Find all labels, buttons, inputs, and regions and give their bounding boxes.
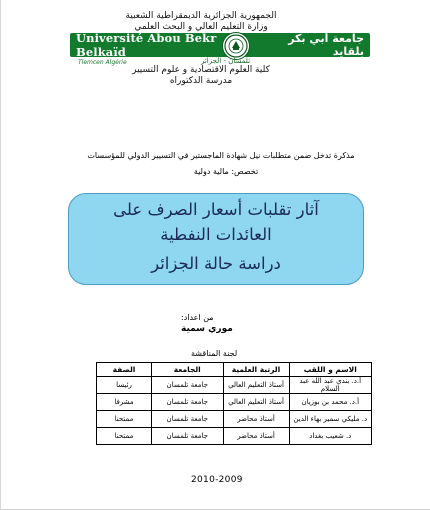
specialty-line: تخصص: مالية دولية	[193, 167, 259, 176]
university-name-fr: Université Abou Bekr Belkaïd	[76, 31, 217, 59]
jury-cell-name: د. مليكي سمير بهاء الدين	[289, 411, 372, 428]
jury-cell-rank: أستاذ محاضر	[223, 411, 289, 428]
republic-heading: الجمهورية الجزائرية الديمقراطية الشعبية	[125, 11, 277, 21]
jury-table	[96, 362, 372, 445]
memo-statement: مذكرة تدخل ضمن متطلبات نيل شهادة الماجستير في التسيير الدولي للمؤسسات	[87, 151, 355, 160]
jury-cell-university: جامعة تلمسان	[152, 377, 224, 394]
thesis-title-line2: العائدات النفطية	[160, 225, 272, 244]
table-row	[97, 428, 372, 445]
jury-header-university: الجامعة	[152, 363, 224, 377]
school-heading: مدرسة الدكتوراه	[169, 76, 233, 86]
jury-cell-university: جامعة تلمسان	[152, 428, 224, 445]
ministry-heading: وزارة التعليم العالي و البحث العلمي	[134, 22, 268, 32]
jury-header-rank: الرتبة العلمية	[223, 363, 289, 377]
table-row	[97, 394, 372, 411]
jury-cell-role: ممتحنا	[97, 428, 152, 445]
university-name-ar: جامعة أبي بكر بلقايد	[288, 32, 364, 58]
thesis-title-box	[68, 193, 364, 285]
jury-cell-university: جامعة تلمسان	[152, 394, 224, 411]
jury-cell-role: مشرفا	[97, 394, 152, 411]
jury-cell-rank: أستاذ محاضر	[223, 428, 289, 445]
jury-label: لجنة المناقشة	[191, 349, 238, 358]
thesis-title-line3: دراسة حالة الجزائر	[151, 254, 281, 273]
academic-year: 2010-2009	[191, 475, 243, 485]
jury-cell-rank: أستاذ التعليم العالي	[223, 377, 289, 394]
university-seal-icon	[222, 32, 250, 60]
table-row	[97, 411, 372, 428]
jury-cell-role: ممتحنا	[97, 411, 152, 428]
jury-table-header-row	[97, 363, 372, 377]
jury-header-role: الصفة	[97, 363, 152, 377]
jury-cell-name: د. شعيب بغداد	[289, 428, 372, 445]
faculty-heading: كلية العلوم الاقتصادية و علوم التسيير	[132, 65, 270, 75]
jury-cell-role: رئيسا	[97, 377, 152, 394]
table-row	[97, 377, 372, 394]
jury-cell-name: أ.د. بندي عبد الله عبد السلام	[289, 377, 372, 394]
jury-cell-rank: أستاذ التعليم العالي	[223, 394, 289, 411]
jury-cell-name: أ.د. محمد بن بوزيان	[289, 394, 372, 411]
thesis-title-line1: آثار تقلبات أسعار الصرف على	[113, 200, 319, 219]
jury-header-name: الاسم و اللقب	[289, 363, 372, 377]
seal-caption: تلمسان - الجزائر	[201, 57, 251, 65]
jury-cell-university: جامعة تلمسان	[152, 411, 224, 428]
author-name: موري سمية	[181, 324, 233, 334]
prepared-by-label: من اعداد:	[181, 313, 214, 322]
banner-subtitle: Tlemcen Algérie	[78, 59, 127, 66]
